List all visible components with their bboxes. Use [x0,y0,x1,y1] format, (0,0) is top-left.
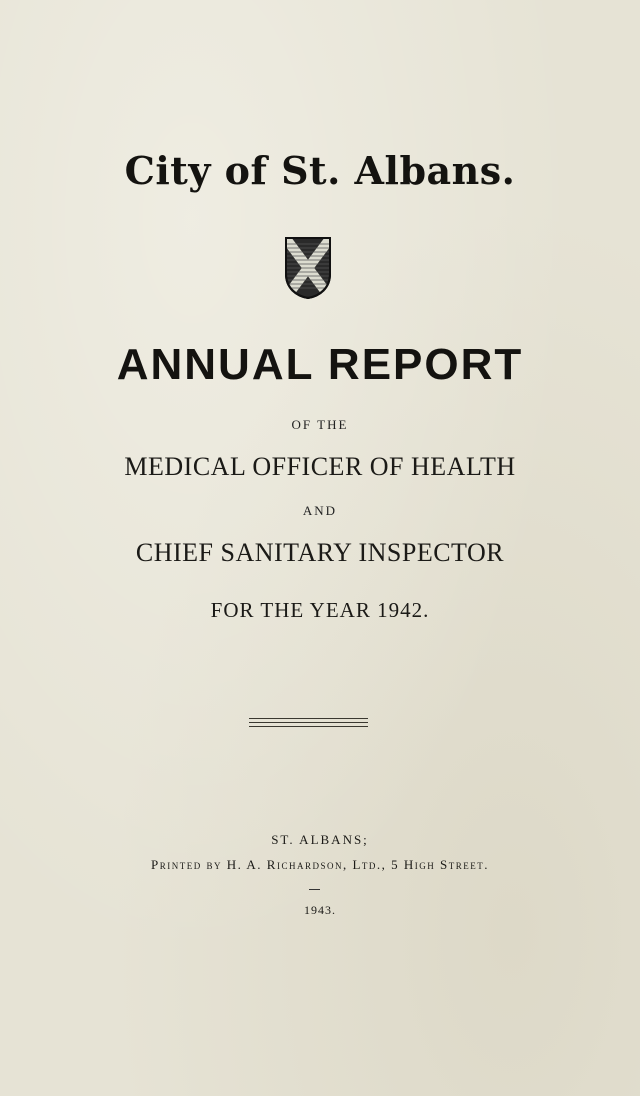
of-the-label: OF THE [291,417,349,432]
divider-rule [249,722,368,723]
subject-chief-inspector: CHIEF SANITARY INSPECTOR [135,538,505,567]
and-label: AND [302,503,338,518]
subject-medical-officer: MEDICAL OFFICER OF HEALTH [124,452,516,481]
imprint-printer: Printed by H. A. Richardson, Ltd., 5 High Street. [150,857,489,872]
saltire-shield-icon [284,236,332,300]
imprint-place: ST. ALBANS; [271,832,369,847]
divider-rule [249,718,368,719]
report-title: ANNUAL REPORT [116,340,524,389]
imprint-year: 1943. [304,903,336,917]
report-year: FOR THE YEAR 1942. [210,598,430,622]
imprint-dash [309,889,320,890]
city-crest [284,236,332,300]
divider-rule [249,726,368,727]
city-title: City of St. Albans. [124,148,516,193]
